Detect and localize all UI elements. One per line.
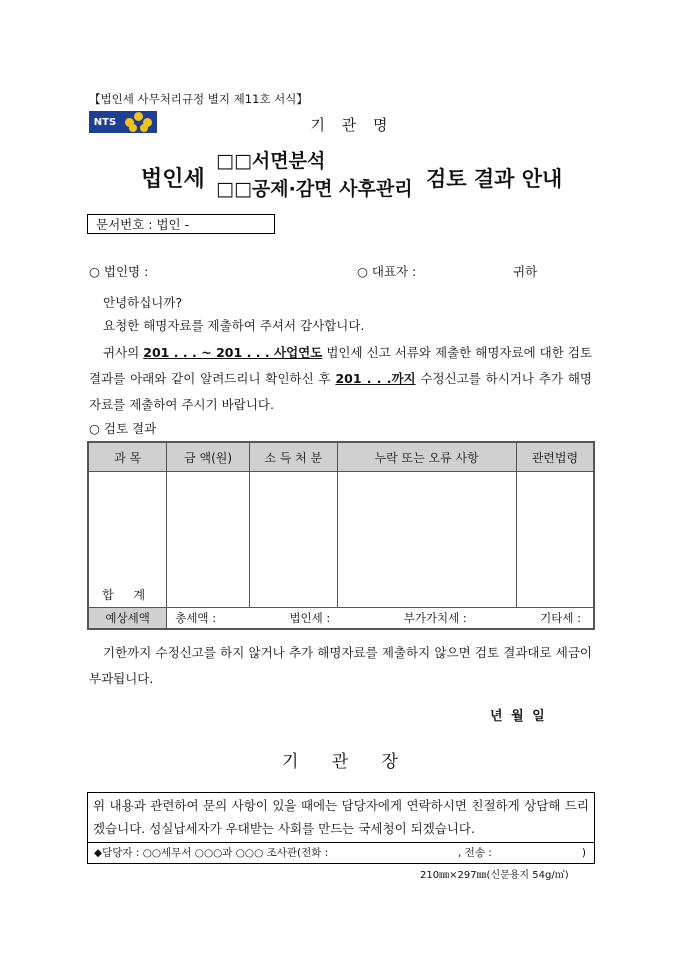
title-tax-type: 법인세 xyxy=(141,167,205,192)
greeting-line2: 요청한 해명자료를 제출하여 주셔서 감사합니다. xyxy=(103,318,365,333)
result-heading: ○ 검토 결과 xyxy=(89,421,157,436)
amount-cell xyxy=(167,472,250,608)
other-tax-label: 기타세 : xyxy=(540,611,581,625)
contact-fax: , 전송 : xyxy=(458,847,492,859)
business-year-period: 201 . . . ~ 201 . . . 사업연도 xyxy=(143,345,323,360)
corporate-tax-label: 법인세 : xyxy=(289,611,331,625)
total-cell xyxy=(88,472,167,608)
logo-text: NTS xyxy=(89,111,121,133)
warning-paragraph: 기한까지 수정신고를 하지 않거나 추가 해명자료를 제출하지 않으면 검토 결과대로 세금이 부과됩니다. xyxy=(89,645,592,686)
error-cell xyxy=(337,472,516,608)
title-option-written-analysis: □□서면분석 xyxy=(216,150,326,172)
col-subject: 과 목 xyxy=(88,442,167,472)
contact-person: ◆담당자 : ○○세무서 ○○○과 ○○○ 조사관(전화 : xyxy=(94,847,329,859)
title-result-notice: 검토 결과 안내 xyxy=(426,167,563,191)
document-number-box: 문서번호 : 법인 - xyxy=(87,214,275,234)
estimated-tax-label: 예상세액 xyxy=(88,608,167,630)
total-label: 합 계 xyxy=(102,588,154,602)
notice-paragraph: 귀사의 201 . . . ~ 201 . . . 사업연도 법인세 신고 서류와 제출한 해명자료에 대한 검토 결과를 아래와 같이 알려드리니 확인하신 후 201 . . .까지 수정신고를 하시거나 추가 해명자료를 제출하여 주시기 바랍니다. xyxy=(89,345,592,412)
agency-name: 기 관 명 xyxy=(310,116,394,134)
contact-person-line xyxy=(88,842,594,863)
estimated-tax-values xyxy=(167,608,594,630)
table-body-row xyxy=(88,472,594,608)
law-cell xyxy=(516,472,594,608)
form-reference: 【법인세 사무처리규정 별지 제11호 서식】 xyxy=(89,92,308,106)
date-line: 년 월 일 xyxy=(490,709,547,724)
col-related-law: 관련법령 xyxy=(516,442,594,472)
contact-box xyxy=(87,792,595,864)
corp-name-label: ○ 법인명 : xyxy=(89,264,149,279)
paper-size-note: 210㎜×297㎜(신문용지 54g/㎡) xyxy=(420,870,569,881)
estimated-tax-row xyxy=(88,608,594,630)
disposal-cell xyxy=(249,472,337,608)
head-of-agency: 기 관 장 xyxy=(281,752,413,772)
title-options xyxy=(216,147,413,203)
total-tax-label: 총세액 : xyxy=(175,611,217,625)
contact-text: 위 내용과 관련하여 문의 사항이 있을 때에는 담당자에게 연락하시면 친절하게 상담해 드리겠습니다. 성실납세자가 우대받는 사회를 만드는 국세청이 되겠습니다. xyxy=(93,798,589,836)
vat-label: 부가가치세 : xyxy=(403,611,467,625)
contact-close: ) xyxy=(581,847,586,859)
review-result-table xyxy=(87,441,595,630)
greeting-line1: 안녕하십니까? xyxy=(103,295,183,310)
table-header-row xyxy=(88,442,594,472)
deadline-date: 201 . . .까지 xyxy=(335,371,416,386)
col-omission-error: 누락 또는 오류 사항 xyxy=(337,442,516,472)
title-option-deduction-followup: □□공제·감면 사후관리 xyxy=(216,178,413,200)
col-income-disposal: 소 득 처 분 xyxy=(249,442,337,472)
honorific: 귀하 xyxy=(513,264,538,279)
ceo-label: ○ 대표자 : xyxy=(357,264,417,279)
col-amount: 금 액(원) xyxy=(167,442,250,472)
